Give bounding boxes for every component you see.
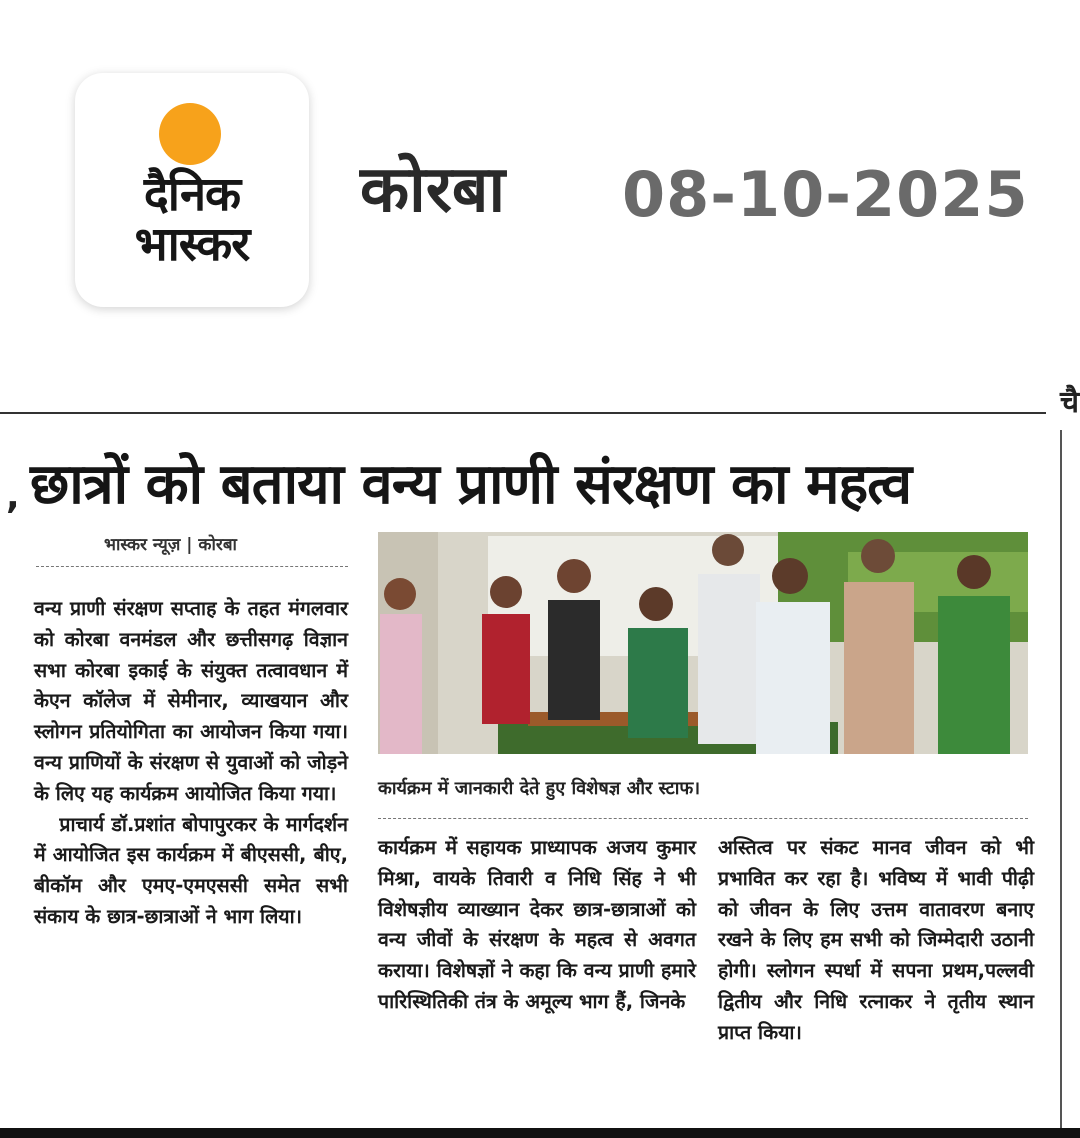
article-column-3	[718, 833, 1034, 1049]
logo-line-1: दैनिक	[143, 167, 241, 222]
bottom-border	[0, 1128, 1080, 1138]
adjacent-article-fragment: चै	[1060, 385, 1080, 420]
byline-divider	[36, 566, 348, 568]
edition-date: 08-10-2025	[622, 158, 1029, 231]
logo-line-2: भास्कर	[134, 217, 250, 272]
article-column-1	[34, 594, 348, 933]
paragraph: प्राचार्य डॉ.प्रशांत बोपापुरकर के मार्गदर्शन में आयोजित इस कार्यक्रम में बीएससी, बीए, बीकॉम और एमए-एमएससी समेत सभी संकाय के छात्र-छात्राओं ने भाग लिया।	[34, 812, 348, 928]
edition-city: कोरबा	[360, 153, 506, 227]
photo-caption: कार्यक्रम में जानकारी देते हुए विशेषज्ञ और स्टाफ।	[378, 778, 701, 799]
paragraph: कार्यक्रम में सहायक प्राध्यापक अजय कुमार मिश्रा, वायके तिवारी व निधि सिंह ने भी विशेषज्ञीय व्याख्यान देकर छात्र-छात्राओं को वन्य जीवों के संरक्षण के महत्व से अवगत कराया। विशेषज्ञों ने कहा कि वन्य प्राणी हमारे पारिस्थितिकी तंत्र के अमूल्य भाग हैं, जिनके	[378, 836, 696, 1013]
paragraph: अस्तित्व पर संकट मानव जीवन को भी प्रभावित कर रहा है। भविष्य में भावी पीढ़ी को जीवन के लिए उत्तम वातावरण बनाए रखने के लिए हम सभी को जिम्मेदारी उठानी होगी। स्लोगन स्पर्धा में सपना प्रथम,पल्लवी द्वितीय और निधि रत्नाकर ने तृतीय स्थान प्राप्त किया।	[718, 836, 1034, 1044]
logo-sun-icon	[159, 103, 221, 165]
column-divider	[1060, 430, 1062, 1130]
page-top-rule	[0, 412, 1046, 414]
article-headline: छात्रों को बताया वन्य प्राणी संरक्षण का महत्व	[30, 452, 912, 517]
paragraph: वन्य प्राणी संरक्षण सप्ताह के तहत मंगलवार को कोरबा वनमंडल और छत्तीसगढ़ विज्ञान सभा कोरबा इकाई के संयुक्त तत्वावधान में केएन कॉलेज में सेमीनार, व्याखयान और स्लोगन प्रतियोगिता का आयोजन किया गया। वन्य प्राणियों के संरक्षण से युवाओं को जोड़ने के लिए यह कार्यक्रम आयोजित किया गया।	[34, 597, 348, 805]
article-byline: भास्कर न्यूज़ | कोरबा	[104, 535, 237, 555]
logo-wordmark	[96, 167, 288, 272]
group-photo-illustration	[378, 532, 1028, 754]
caption-divider	[378, 818, 1028, 819]
article-photo	[378, 532, 1028, 754]
adjacent-punctuation: ,	[6, 476, 20, 517]
article-column-2	[378, 833, 696, 1018]
